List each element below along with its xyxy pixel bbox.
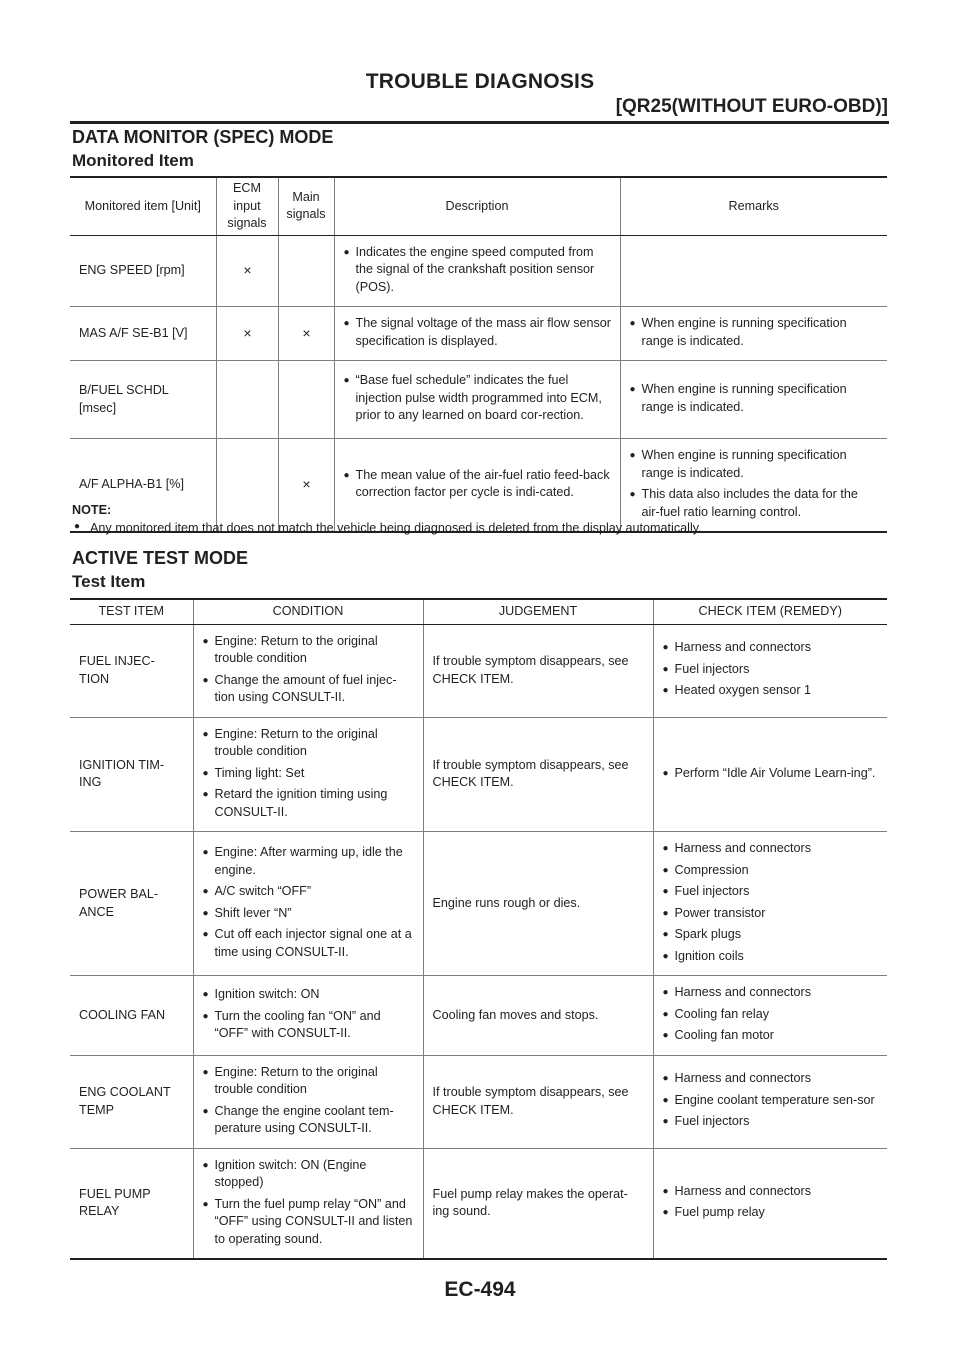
bullet-item: ● Fuel injectors xyxy=(663,883,880,901)
column-header: ECM input signals xyxy=(216,177,278,235)
check-item-cell xyxy=(653,624,887,717)
column-header: CHECK ITEM (REMEDY) xyxy=(653,599,887,624)
main-signal-mark xyxy=(278,361,334,439)
check-item-cell xyxy=(653,1055,887,1148)
description-cell xyxy=(334,307,620,361)
table-row xyxy=(70,976,887,1056)
judgement-cell: If trouble symptom disappears, see CHECK ITEM. xyxy=(423,1055,653,1148)
bullet-item: ● Fuel pump relay xyxy=(663,1204,880,1222)
table-row xyxy=(70,235,887,307)
bullet-item: ● Harness and connectors xyxy=(663,1070,880,1088)
bullet-item: ● Change the engine coolant tem-perature using CONSULT-II. xyxy=(203,1103,415,1138)
test-item-subheading: Test Item xyxy=(72,572,146,591)
table-row xyxy=(70,307,887,361)
description-cell xyxy=(334,235,620,307)
remarks-cell xyxy=(620,307,887,361)
condition-cell xyxy=(193,1148,423,1259)
judgement-cell: Fuel pump relay makes the operat-ing sound. xyxy=(423,1148,653,1259)
remarks-cell xyxy=(620,439,887,533)
bullet-item: ● Heated oxygen sensor 1 xyxy=(663,682,880,700)
engine-subtitle: [QR25(WITHOUT EURO-OBD)] xyxy=(615,96,888,117)
table-row xyxy=(70,717,887,832)
bullet-item: ● Perform “Idle Air Volume Learn-ing”. xyxy=(663,765,880,783)
bullet-item: ● Engine: Return to the original trouble condition xyxy=(203,633,415,668)
bullet-item: ● Fuel injectors xyxy=(663,1113,880,1131)
bullet-item: ● Timing light: Set xyxy=(203,765,415,783)
bullet-item: ● Turn the fuel pump relay “ON” and “OFF” using CONSULT-II and listen to operating sound. xyxy=(203,1196,415,1249)
note-text: ● Any monitored item that does not match the vehicle being diagnosed is deleted from the display automatically. xyxy=(72,521,702,535)
bullet-item: ● Power transistor xyxy=(663,905,880,923)
note-label: NOTE: xyxy=(72,503,112,517)
remarks-cell xyxy=(620,361,887,439)
check-item-cell xyxy=(653,1148,887,1259)
bullet-item: ● Ignition switch: ON xyxy=(203,986,415,1004)
table-row xyxy=(70,832,887,976)
ecm-signal-mark: × xyxy=(216,235,278,307)
main-signal-mark: × xyxy=(278,439,334,533)
monitored-item-cell: A/F ALPHA-B1 [%] xyxy=(70,439,216,533)
bullet-item: ● Fuel injectors xyxy=(663,661,880,679)
bullet-item: ● The signal voltage of the mass air flow sensor specification is displayed. xyxy=(344,315,612,350)
column-header: Monitored item [Unit] xyxy=(70,177,216,235)
column-header: Description xyxy=(334,177,620,235)
test-item-cell: ENG COOLANT TEMP xyxy=(70,1055,193,1148)
condition-cell xyxy=(193,832,423,976)
condition-cell xyxy=(193,624,423,717)
main-signal-mark: × xyxy=(278,307,334,361)
bullet-item: ● Indicates the engine speed computed from the signal of the crankshaft position sensor (POS). xyxy=(344,244,612,297)
bullet-item: ● Engine: Return to the original trouble condition xyxy=(203,1064,415,1099)
monitored-item-subheading: Monitored Item xyxy=(72,151,194,170)
test-item-cell: IGNITION TIM-ING xyxy=(70,717,193,832)
data-monitor-heading: DATA MONITOR (SPEC) MODE xyxy=(72,127,334,147)
table-row xyxy=(70,624,887,717)
bullet-item: ● A/C switch “OFF” xyxy=(203,883,415,901)
column-header: TEST ITEM xyxy=(70,599,193,624)
bullet-item: ● Retard the ignition timing using CONSULT-II. xyxy=(203,786,415,821)
bullet-item: ● Harness and connectors xyxy=(663,984,880,1002)
condition-cell xyxy=(193,976,423,1056)
bullet-item: ● Shift lever “N” xyxy=(203,905,415,923)
column-header: Remarks xyxy=(620,177,887,235)
monitored-item-table xyxy=(70,176,887,533)
column-header: CONDITION xyxy=(193,599,423,624)
description-cell xyxy=(334,439,620,533)
monitored-item-cell: ENG SPEED [rpm] xyxy=(70,235,216,307)
column-header: JUDGEMENT xyxy=(423,599,653,624)
bullet-item: ● Engine: After warming up, idle the engine. xyxy=(203,844,415,879)
monitored-item-cell: B/FUEL SCHDL [msec] xyxy=(70,361,216,439)
bullet-item: ● “Base fuel schedule” indicates the fuel injection pulse width programmed into ECM, prior to any learned on board cor-rection. xyxy=(344,372,612,425)
bullet-item: ● Ignition switch: ON (Engine stopped) xyxy=(203,1157,415,1192)
judgement-cell: If trouble symptom disappears, see CHECK ITEM. xyxy=(423,624,653,717)
ecm-signal-mark xyxy=(216,439,278,533)
active-test-heading: ACTIVE TEST MODE xyxy=(72,548,249,568)
check-item-cell xyxy=(653,717,887,832)
bullet-item: ● Cooling fan relay xyxy=(663,1006,880,1024)
test-item-cell: FUEL PUMP RELAY xyxy=(70,1148,193,1259)
table-row xyxy=(70,361,887,439)
bullet-item: ● Harness and connectors xyxy=(663,639,880,657)
bullet-item: ● Spark plugs xyxy=(663,926,880,944)
ecm-signal-mark: × xyxy=(216,307,278,361)
bullet-item: ● Harness and connectors xyxy=(663,1183,880,1201)
bullet-item: ● Harness and connectors xyxy=(663,840,880,858)
condition-cell xyxy=(193,1055,423,1148)
bullet-item: ● Turn the cooling fan “ON” and “OFF” with CONSULT-II. xyxy=(203,1008,415,1043)
bullet-item: ● This data also includes the data for the air-fuel ratio learning control. xyxy=(630,486,880,521)
judgement-cell: If trouble symptom disappears, see CHECK ITEM. xyxy=(423,717,653,832)
header-divider xyxy=(70,121,889,124)
judgement-cell: Engine runs rough or dies. xyxy=(423,832,653,976)
ecm-signal-mark xyxy=(216,361,278,439)
bullet-item: ● When engine is running specification range is indicated. xyxy=(630,381,880,416)
remarks-cell xyxy=(620,235,887,307)
bullet-item: ● When engine is running specification range is indicated. xyxy=(630,447,880,482)
description-cell xyxy=(334,361,620,439)
table-row xyxy=(70,1055,887,1148)
condition-cell xyxy=(193,717,423,832)
table-row xyxy=(70,439,887,533)
main-signal-mark xyxy=(278,235,334,307)
check-item-cell xyxy=(653,832,887,976)
column-header: Main signals xyxy=(278,177,334,235)
bullet-item: ● When engine is running specification range is indicated. xyxy=(630,315,880,350)
bullet-item: ● Ignition coils xyxy=(663,948,880,966)
test-item-cell: COOLING FAN xyxy=(70,976,193,1056)
check-item-cell xyxy=(653,976,887,1056)
test-item-cell: POWER BAL-ANCE xyxy=(70,832,193,976)
test-item-cell: FUEL INJEC-TION xyxy=(70,624,193,717)
test-item-table xyxy=(70,598,887,1260)
judgement-cell: Cooling fan moves and stops. xyxy=(423,976,653,1056)
table-row xyxy=(70,1148,887,1259)
bullet-item: ● Change the amount of fuel injec-tion using CONSULT-II. xyxy=(203,672,415,707)
bullet-item: ● Engine coolant temperature sen-sor xyxy=(663,1092,880,1110)
monitored-item-cell: MAS A/F SE-B1 [V] xyxy=(70,307,216,361)
bullet-item: ● Compression xyxy=(663,862,880,880)
bullet-item: ● Engine: Return to the original trouble condition xyxy=(203,726,415,761)
page-number: EC-494 xyxy=(444,1278,516,1301)
page-title: TROUBLE DIAGNOSIS xyxy=(365,70,595,93)
bullet-item: ● The mean value of the air-fuel ratio feed-back correction factor per cycle is indi-cated. xyxy=(344,467,612,502)
bullet-item: ● Cooling fan motor xyxy=(663,1027,880,1045)
bullet-item: ● Cut off each injector signal one at a time using CONSULT-II. xyxy=(203,926,415,961)
